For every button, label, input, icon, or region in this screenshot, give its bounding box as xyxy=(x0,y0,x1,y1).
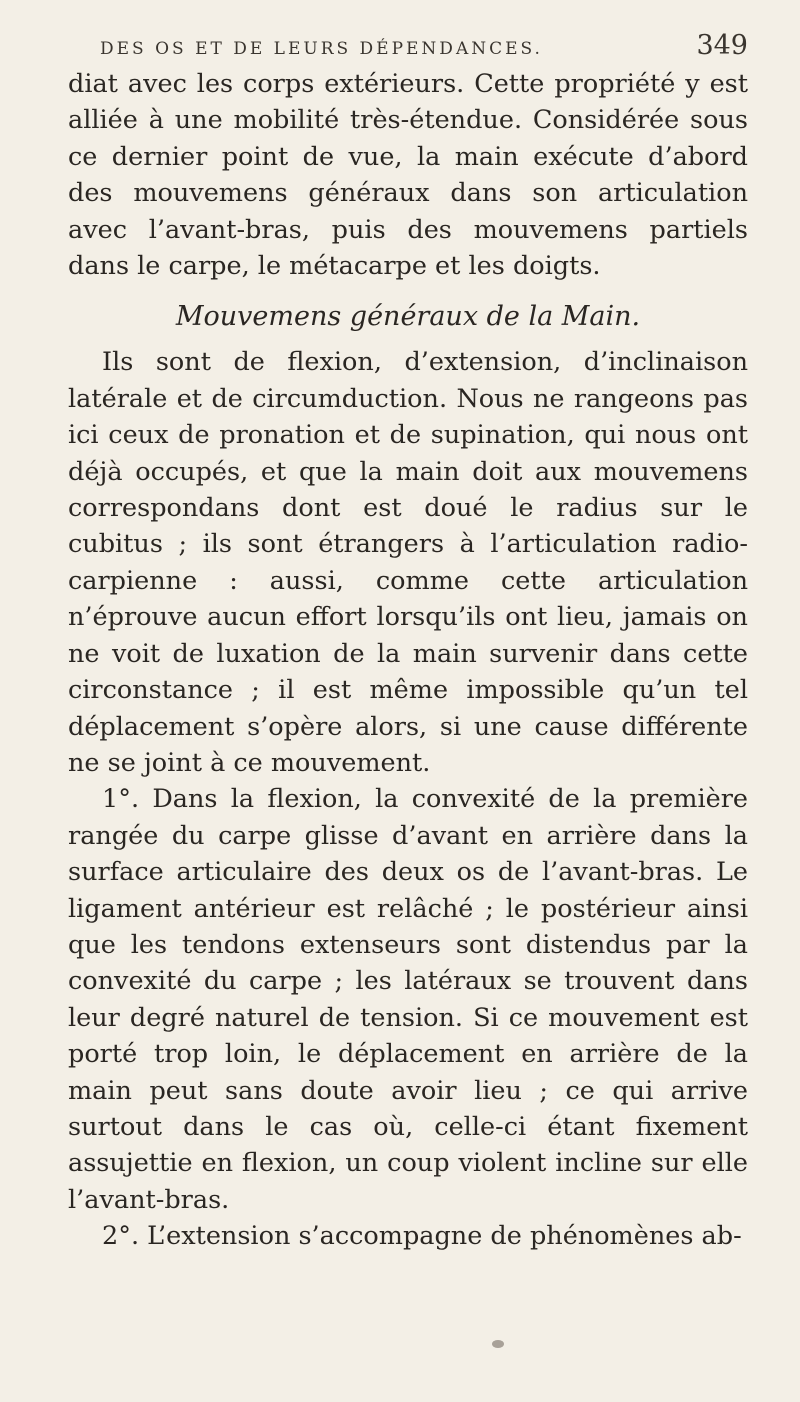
paragraph-extension: 2°. L’extension s’accompagne de phénomènes ab- xyxy=(102,1221,742,1252)
running-title: DES OS ET DE LEURS DÉPENDANCES. xyxy=(100,39,543,59)
ink-blot-mark xyxy=(492,1340,504,1348)
section-heading: Mouvemens généraux de la Main. xyxy=(175,301,641,333)
body-text xyxy=(68,66,748,1255)
paragraph-opening: diat avec les corps extérieurs. Cette propriété y est alliée à une mobilité très-étendue. Considérée sous ce dernier point de vue, la main exécute d’abord des mouvemens généraux dans son articulation avec l’avant-bras, puis des mouvemens partiels dans le carpe, le métacarpe et les doigts. xyxy=(68,69,748,282)
running-head xyxy=(100,30,748,66)
paragraph-movements: Ils sont de flexion, d’extension, d’inclinaison latérale et de circumduction. Nous ne rangeons pas ici ceux de pronation et de supination, qui nous ont déjà occupés, et que la main doit aux mouvemens correspondans dont est doué le radius sur le cubitus ; ils sont étrangers à l’articulation radio-carpienne : aussi, comme cette articulation n’éprouve aucun effort lorsqu’ils ont lieu, jamais on ne voit de luxation de la main survenir dans cette circonstance ; il est même impossible qu’un tel déplacement s’opère alors, si une cause différente ne se joint à ce mouvement. xyxy=(68,347,748,778)
paragraph-flexion: 1°. Dans la flexion, la convexité de la première rangée du carpe glisse d’avant en arrière dans la surface articulaire des deux os de l’avant-bras. Le ligament antérieur est relâché ; le postérieur ainsi que les tendons extenseurs sont distendus par la convexité du carpe ; les latéraux se trouvent dans leur degré naturel de tension. Si ce mouvement est porté trop loin, le déplacement en arrière de la main peut sans doute avoir lieu ; ce qui arrive surtout dans le cas où, celle-ci étant fixement assujettie en flexion, un coup violent incline sur elle l’avant-bras. xyxy=(68,784,748,1215)
page-number: 349 xyxy=(696,30,748,61)
